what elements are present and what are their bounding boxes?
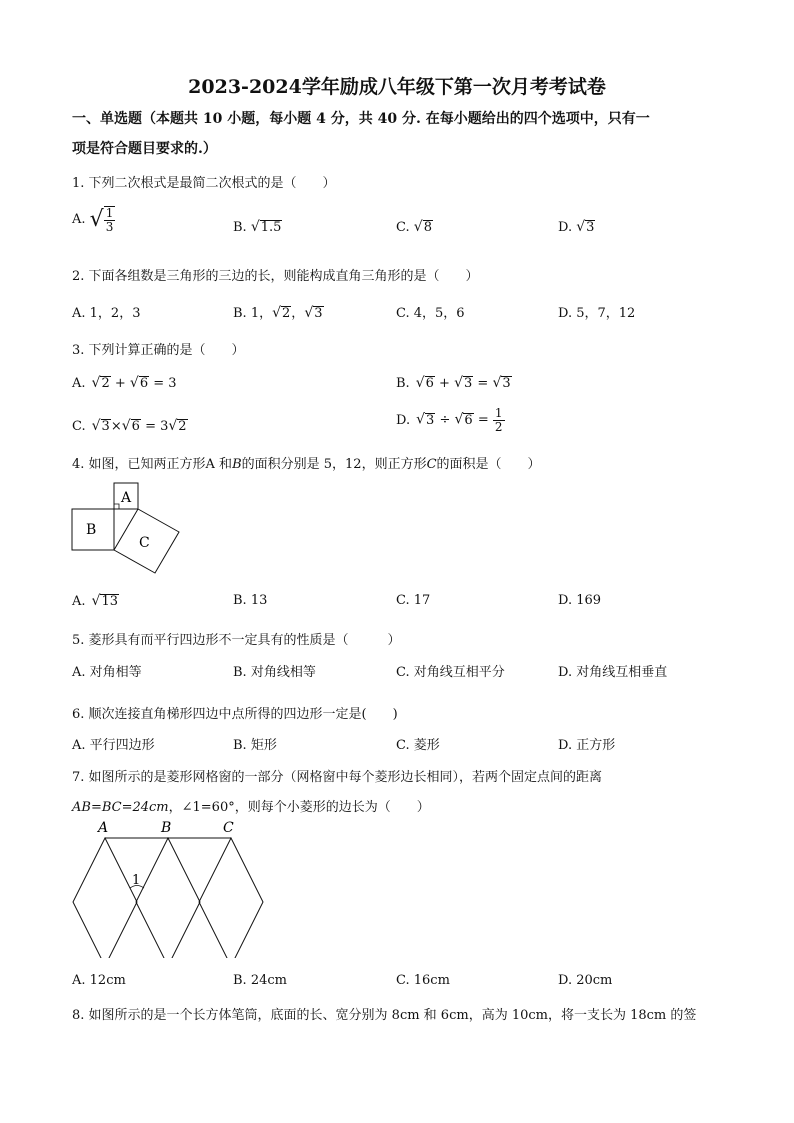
label-a: A	[121, 490, 132, 506]
option-text: B. 1，	[233, 306, 273, 321]
operator: ÷	[439, 412, 451, 428]
q6-option-d: D. 正方形	[558, 738, 616, 753]
radicand: 2	[178, 419, 187, 434]
question-7-stem-line1: 7. 如图所示的是菱形网格窗的一部分（网格窗中每个菱形边长相同），若两个固定点间的距离	[72, 770, 603, 785]
option-label: D.	[558, 220, 573, 235]
q1-option-d: D. √3	[558, 219, 595, 235]
question-8-stem: 8. 如图所示的是一个长方体笔筒，底面的长、宽分别为 8cm 和 6cm，高为 10cm，将一支长为 18cm 的签	[72, 1008, 697, 1023]
radicand: 1.5	[260, 220, 282, 235]
q4-option-a: A. √13	[72, 593, 118, 609]
radicand: 13	[101, 594, 118, 609]
q7-option-c: C. 16cm	[396, 973, 450, 988]
rhombus-3	[199, 838, 263, 958]
option-label: A.	[72, 594, 86, 609]
radicand: 3	[314, 306, 323, 321]
radicand: 3	[502, 376, 511, 391]
option-label: A.	[72, 376, 86, 391]
q6-option-c: C. 菱形	[396, 738, 440, 753]
q7-option-d: D. 20cm	[558, 973, 613, 988]
radicand: 6	[425, 376, 434, 391]
question-3-stem: 3. 下列计算正确的是（ ）	[72, 343, 245, 358]
result: = 3	[153, 376, 177, 391]
question-5-stem: 5. 菱形具有而平行四边形不一定具有的性质是（ ）	[72, 633, 401, 648]
question-1-stem: 1. 下列二次根式是最简二次根式的是（ ）	[72, 176, 336, 191]
result: = 3	[145, 419, 169, 434]
q2-option-b: B. 1，√2，√3	[233, 305, 323, 321]
q7-option-b: B. 24cm	[233, 973, 287, 988]
equals: =	[477, 412, 489, 428]
q3-option-a: A. √2 + √6 = 3	[72, 375, 177, 391]
option-label: A.	[72, 212, 86, 228]
stem-var-c: C	[426, 457, 437, 472]
q6-option-a: A. 平行四边形	[72, 738, 155, 753]
rhombus-2	[136, 838, 200, 958]
point-a-label: A	[98, 820, 109, 836]
option-label: D.	[396, 412, 411, 428]
q5-option-d: D. 对角线互相垂直	[558, 665, 668, 680]
radicand: 3	[464, 376, 473, 391]
q6-option-b: B. 矩形	[233, 738, 277, 753]
q1-option-a: A. √ $\frac{1}{3}$	[72, 206, 114, 234]
operator: ×	[110, 419, 122, 434]
radicand: 3	[101, 419, 110, 434]
angle-1-label: 1	[132, 873, 141, 888]
q2-option-d: D. 5，7，12	[558, 306, 636, 321]
operator: +	[439, 376, 450, 391]
question-4-stem	[72, 453, 541, 472]
q3-option-c: C. √3×√6 = 3√2	[72, 418, 187, 434]
stem-var-b: B	[232, 457, 242, 472]
label-c: C	[139, 535, 150, 551]
question-2-stem: 2. 下面各组数是三角形的三边的长，则能构成直角三角形的是（ ）	[72, 269, 479, 284]
radicand: 2	[282, 306, 291, 321]
stem-text: 的面积分别是 5，12，则正方形	[241, 457, 427, 472]
rhombus-1	[73, 838, 137, 958]
point-b-label: B	[161, 820, 172, 836]
option-label: B.	[233, 220, 247, 235]
q4-option-b: B. 13	[233, 593, 268, 608]
section-header-line1: 一、单选题（本题共 10 小题，每小题 4 分，共 40 分. 在每小题给出的四个选项中，只有一	[72, 111, 650, 127]
radicand: 2	[101, 376, 110, 391]
option-label: C.	[396, 220, 410, 235]
fraction-numerator: 1	[494, 406, 503, 420]
q5-option-b: B. 对角线相等	[233, 665, 316, 680]
q5-option-a: A. 对角相等	[72, 665, 142, 680]
radicand: 6	[131, 419, 140, 434]
radicand: 3	[586, 220, 595, 235]
q7-option-a: A. 12cm	[72, 973, 126, 988]
rhombus-lattice-figure	[66, 818, 270, 958]
radicand: 3	[426, 412, 435, 428]
page-title: 2023-2024学年励成八年级下第一次月考考试卷	[188, 76, 606, 98]
q5-option-c: C. 对角线互相平分	[396, 665, 505, 680]
fraction-denominator: 2	[494, 419, 503, 434]
question-6-stem: 6. 顺次连接直角梯形四边中点所得的四边形一定是( )	[72, 707, 398, 722]
radicand: 6	[139, 376, 149, 391]
operator: +	[114, 376, 126, 391]
option-label: C.	[72, 419, 86, 434]
fraction-numerator: 1	[105, 206, 114, 220]
squares-figure	[68, 478, 188, 582]
q4-option-c: C. 17	[396, 593, 431, 608]
q4-option-d: D. 169	[558, 593, 602, 608]
q1-option-b: B. √1.5	[233, 219, 282, 235]
separator: ，	[291, 306, 305, 321]
q2-option-c: C. 4，5，6	[396, 306, 465, 321]
point-c-label: C	[223, 820, 234, 836]
equals: =	[477, 376, 489, 391]
radicand: 8	[423, 220, 432, 235]
q3-option-b: B. √6 + √3 = √3	[396, 375, 511, 391]
right-angle-mark	[114, 504, 119, 509]
section-header-line2: 项是符合题目要求的.）	[72, 141, 217, 157]
question-7-stem-line2	[72, 796, 430, 815]
q1-option-c: C. √8	[396, 219, 432, 235]
q2-option-a: A. 1，2，3	[72, 306, 141, 321]
radicand: 6	[464, 412, 473, 428]
stem-text: 4. 如图，已知两正方形A 和	[72, 457, 233, 472]
fraction-denominator: 3	[105, 219, 114, 234]
stem-text: 的面积是（ ）	[436, 457, 541, 472]
label-b: B	[86, 522, 97, 538]
stem-math: AB=BC=24cm	[72, 800, 169, 815]
option-label: B.	[396, 376, 410, 391]
q3-option-d: D. √3 ÷ √6 = $\frac{1}{2}$	[396, 406, 503, 434]
stem-text: ，∠1=60°，则每个小菱形的边长为（ ）	[168, 800, 430, 815]
